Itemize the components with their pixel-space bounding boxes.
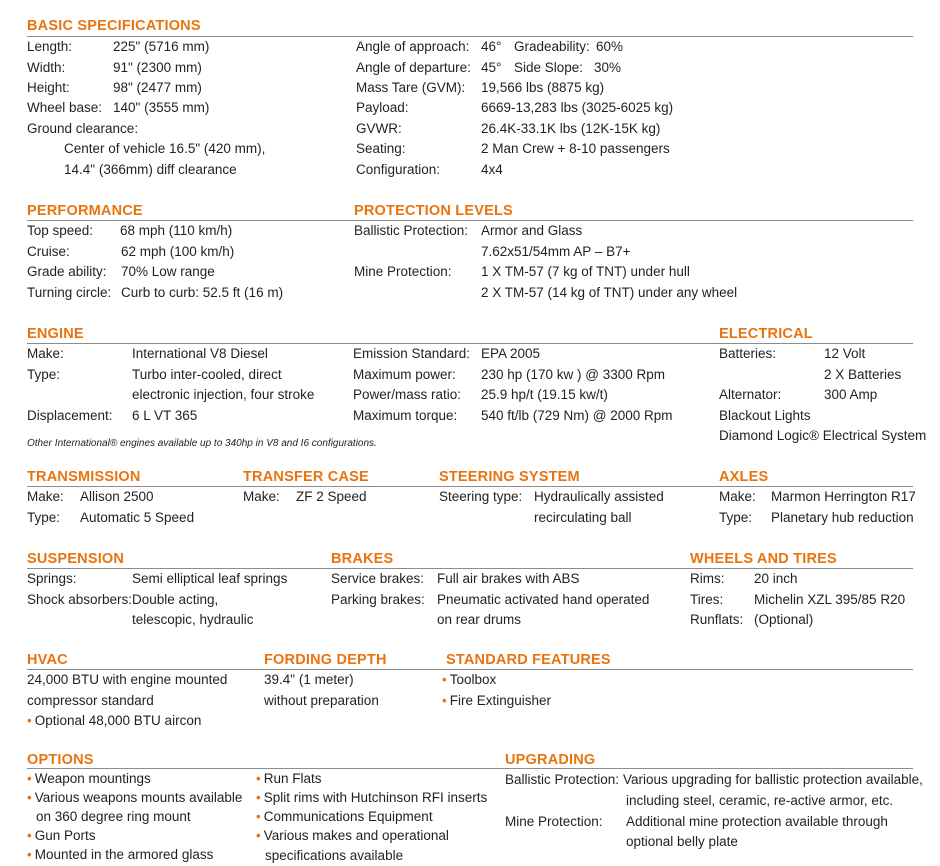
departure-label: Angle of departure: — [356, 60, 471, 75]
options-item-text: Various weapons mounts available — [34, 790, 243, 805]
transmission-type-value: Automatic 5 Speed — [80, 510, 195, 525]
tires-label: Tires: — [690, 592, 724, 607]
grade-ability-value: 70% Low range — [121, 264, 215, 279]
height-label: Height: — [27, 80, 70, 95]
diamond-logic: Diamond Logic® Electrical System — [719, 428, 927, 443]
cruise-label: Cruise: — [27, 244, 70, 259]
rule-hvac — [27, 669, 913, 670]
emission-label: Emission Standard: — [353, 346, 471, 361]
runflats-value: (Optional) — [754, 612, 814, 627]
bullet-icon: • — [27, 713, 32, 728]
rule-basic — [27, 36, 913, 37]
options-item-split-rims — [256, 791, 487, 805]
options-item-text: Various makes and operational — [263, 828, 449, 843]
bullet-icon: • — [442, 672, 447, 687]
heading-standard-features: STANDARD FEATURES — [446, 652, 611, 668]
options-item-text: Mounted in the armored glass — [34, 847, 214, 862]
heading-hvac: HVAC — [27, 652, 68, 668]
width-label: Width: — [27, 60, 66, 75]
gradeability-label: Gradeability: — [514, 39, 590, 54]
displacement-value: 6 L VT 365 — [132, 408, 198, 423]
bullet-icon: • — [27, 847, 32, 862]
fording-line1: 39.4" (1 meter) — [264, 672, 354, 687]
engine-make-label: Make: — [27, 346, 64, 361]
bullet-icon: • — [256, 828, 261, 843]
bullet-icon: • — [27, 828, 32, 843]
options-item-various-makes-line2: specifications available — [265, 848, 404, 863]
seating-label: Seating: — [356, 141, 406, 156]
heading-options: OPTIONS — [27, 752, 94, 768]
upgrading-mine-line1: Additional mine protection available through — [626, 814, 888, 829]
engine-make-value: International V8 Diesel — [132, 346, 268, 361]
configuration-value: 4x4 — [481, 162, 503, 177]
sideslope-label: Side Slope: — [514, 60, 584, 75]
springs-value: Semi elliptical leaf springs — [132, 571, 288, 586]
gvwr-value: 26.4K-33.1K lbs (12K-15K kg) — [481, 121, 661, 136]
ballistic-protection-line1: Armor and Glass — [481, 223, 583, 238]
ground-clearance-label: Ground clearance: — [27, 121, 139, 136]
payload-label: Payload: — [356, 100, 409, 115]
heading-suspension: SUSPENSION — [27, 551, 125, 567]
steering-line2: recirculating ball — [534, 510, 632, 525]
upgrading-ballistic-line2: including steel, ceramic, re-active armor, etc. — [626, 793, 894, 808]
rims-label: Rims: — [690, 571, 725, 586]
top-speed-label: Top speed: — [27, 223, 94, 238]
bullet-icon: • — [256, 809, 261, 824]
heading-brakes: BRAKES — [331, 551, 394, 567]
options-item-text: Run Flats — [263, 771, 322, 786]
rule-performance — [27, 220, 913, 221]
ground-clearance-line2: 14.4" (366mm) diff clearance — [64, 162, 237, 177]
bullet-icon: • — [256, 790, 261, 805]
axles-make-label: Make: — [719, 489, 756, 504]
heading-performance: PERFORMANCE — [27, 203, 143, 219]
options-item-various-makes — [256, 829, 449, 843]
seating-value: 2 Man Crew + 8-10 passengers — [481, 141, 670, 156]
parking-brakes-line2: on rear drums — [437, 612, 522, 627]
options-item-text: Communications Equipment — [263, 809, 433, 824]
wheelbase-label: Wheel base: — [27, 100, 103, 115]
ballistic-protection-line2: 7.62x51/54mm AP – B7+ — [481, 244, 631, 259]
service-brakes-label: Service brakes: — [331, 571, 425, 586]
batteries-line2: 2 X Batteries — [824, 367, 902, 382]
service-brakes-value: Full air brakes with ABS — [437, 571, 580, 586]
departure-value: 45° — [481, 60, 502, 75]
mine-protection-line1: 1 X TM-57 (7 kg of TNT) under hull — [481, 264, 690, 279]
standard-item-text: Fire Extinguisher — [449, 693, 552, 708]
width-value: 91" (2300 mm) — [113, 60, 202, 75]
transfer-make-value: ZF 2 Speed — [296, 489, 367, 504]
heading-electrical: ELECTRICAL — [719, 326, 813, 342]
transmission-make-value: Allison 2500 — [80, 489, 154, 504]
shock-absorbers-label: Shock absorbers: — [27, 592, 133, 607]
rule-options — [27, 768, 913, 769]
cruise-value: 62 mph (100 km/h) — [121, 244, 235, 259]
approach-value: 46° — [481, 39, 502, 54]
upgrading-mine-label: Mine Protection: — [505, 814, 603, 829]
batteries-line1: 12 Volt — [824, 346, 866, 361]
heading-steering-system: STEERING SYSTEM — [439, 469, 580, 485]
upgrading-mine-line2: optional belly plate — [626, 834, 738, 849]
heading-transfer-case: TRANSFER CASE — [243, 469, 369, 485]
height-value: 98" (2477 mm) — [113, 80, 202, 95]
transfer-make-label: Make: — [243, 489, 280, 504]
engine-type-label: Type: — [27, 367, 61, 382]
axles-type-value: Planetary hub reduction — [771, 510, 914, 525]
heading-engine: ENGINE — [27, 326, 84, 342]
engine-footnote: Other International® engines available up to 340hp in V8 and I6 configurations. — [27, 438, 377, 449]
heading-basic-specifications: BASIC SPECIFICATIONS — [27, 18, 201, 34]
alternator-value: 300 Amp — [824, 387, 878, 402]
options-item-communications — [256, 810, 433, 824]
heading-wheels-and-tires: WHEELS AND TIRES — [690, 551, 837, 567]
options-item-text: Weapon mountings — [34, 771, 151, 786]
configuration-label: Configuration: — [356, 162, 441, 177]
runflats-label: Runflats: — [690, 612, 744, 627]
mass-tare-value: 19,566 lbs (8875 kg) — [481, 80, 605, 95]
engine-type-line2: electronic injection, four stroke — [132, 387, 315, 402]
heading-fording-depth: FORDING DEPTH — [264, 652, 387, 668]
power-mass-value: 25.9 hp/t (19.15 kw/t) — [481, 387, 608, 402]
rims-value: 20 inch — [754, 571, 798, 586]
approach-label: Angle of approach: — [356, 39, 470, 54]
tires-value: Michelin XZL 395/85 R20 — [754, 592, 906, 607]
payload-value: 6669-13,283 lbs (3025-6025 kg) — [481, 100, 674, 115]
hvac-line1: 24,000 BTU with engine mounted — [27, 672, 228, 687]
options-item-text: Split rims with Hutchinson RFI inserts — [263, 790, 488, 805]
standard-item-text: Toolbox — [449, 672, 497, 687]
standard-item-toolbox — [442, 673, 496, 687]
axles-make-value: Marmon Herrington R17 — [771, 489, 916, 504]
steering-type-label: Steering type: — [439, 489, 523, 504]
gradeability-value: 60% — [596, 39, 624, 54]
steering-line1: Hydraulically assisted — [534, 489, 664, 504]
rule-transmission — [27, 486, 913, 487]
heading-protection-levels: PROTECTION LEVELS — [354, 203, 513, 219]
mass-tare-label: Mass Tare (GVM): — [356, 80, 466, 95]
bullet-icon: • — [442, 693, 447, 708]
rule-engine — [27, 343, 913, 344]
upgrading-ballistic-label: Ballistic Protection: — [505, 772, 620, 787]
parking-brakes-label: Parking brakes: — [331, 592, 425, 607]
grade-ability-label: Grade ability: — [27, 264, 107, 279]
max-power-value: 230 hp (170 kw ) @ 3300 Rpm — [481, 367, 666, 382]
wheelbase-value: 140" (3555 mm) — [113, 100, 210, 115]
ground-clearance-line1: Center of vehicle 16.5" (420 mm), — [64, 141, 266, 156]
springs-label: Springs: — [27, 571, 77, 586]
engine-type-line1: Turbo inter-cooled, direct — [132, 367, 282, 382]
options-item-run-flats — [256, 772, 322, 786]
axles-type-label: Type: — [719, 510, 753, 525]
hvac-line2: compressor standard — [27, 693, 154, 708]
mine-protection-line2: 2 X TM-57 (14 kg of TNT) under any wheel — [481, 285, 738, 300]
heading-upgrading: UPGRADING — [505, 752, 596, 768]
hvac-bullet-text: Optional 48,000 BTU aircon — [34, 713, 202, 728]
transmission-type-label: Type: — [27, 510, 61, 525]
upgrading-ballistic-line1: Various upgrading for ballistic protection available, — [623, 772, 923, 787]
gvwr-label: GVWR: — [356, 121, 402, 136]
hvac-bullet-item — [27, 714, 201, 728]
batteries-label: Batteries: — [719, 346, 777, 361]
parking-brakes-line1: Pneumatic activated hand operated — [437, 592, 650, 607]
mine-protection-label: Mine Protection: — [354, 264, 452, 279]
options-item-text: Gun Ports — [34, 828, 96, 843]
rule-suspension — [27, 568, 913, 569]
options-item-gun-ports — [27, 829, 96, 843]
shock-absorbers-line2: telescopic, hydraulic — [132, 612, 254, 627]
shock-absorbers-line1: Double acting, — [132, 592, 219, 607]
heading-transmission: TRANSMISSION — [27, 469, 141, 485]
fording-line2: without preparation — [264, 693, 379, 708]
length-value: 225" (5716 mm) — [113, 39, 210, 54]
transmission-make-label: Make: — [27, 489, 64, 504]
top-speed-value: 68 mph (110 km/h) — [120, 223, 233, 238]
bullet-icon: • — [27, 790, 32, 805]
bullet-icon: • — [256, 771, 261, 786]
max-torque-value: 540 ft/lb (729 Nm) @ 2000 Rpm — [481, 408, 673, 423]
displacement-label: Displacement: — [27, 408, 113, 423]
turning-circle-value: Curb to curb: 52.5 ft (16 m) — [121, 285, 284, 300]
length-label: Length: — [27, 39, 73, 54]
blackout-lights: Blackout Lights — [719, 408, 811, 423]
alternator-label: Alternator: — [719, 387, 782, 402]
bullet-icon: • — [27, 771, 32, 786]
sideslope-value: 30% — [594, 60, 622, 75]
turning-circle-label: Turning circle: — [27, 285, 112, 300]
max-power-label: Maximum power: — [353, 367, 456, 382]
emission-value: EPA 2005 — [481, 346, 541, 361]
options-item-weapons-mounts-line2: on 360 degree ring mount — [36, 809, 191, 824]
options-item-weapons-mounts — [27, 791, 242, 805]
standard-item-fire-extinguisher — [442, 694, 551, 708]
ballistic-protection-label: Ballistic Protection: — [354, 223, 469, 238]
options-item-armored-glass — [27, 848, 213, 862]
max-torque-label: Maximum torque: — [353, 408, 458, 423]
options-item-weapon-mountings — [27, 772, 151, 786]
power-mass-label: Power/mass ratio: — [353, 387, 462, 402]
heading-axles: AXLES — [719, 469, 769, 485]
